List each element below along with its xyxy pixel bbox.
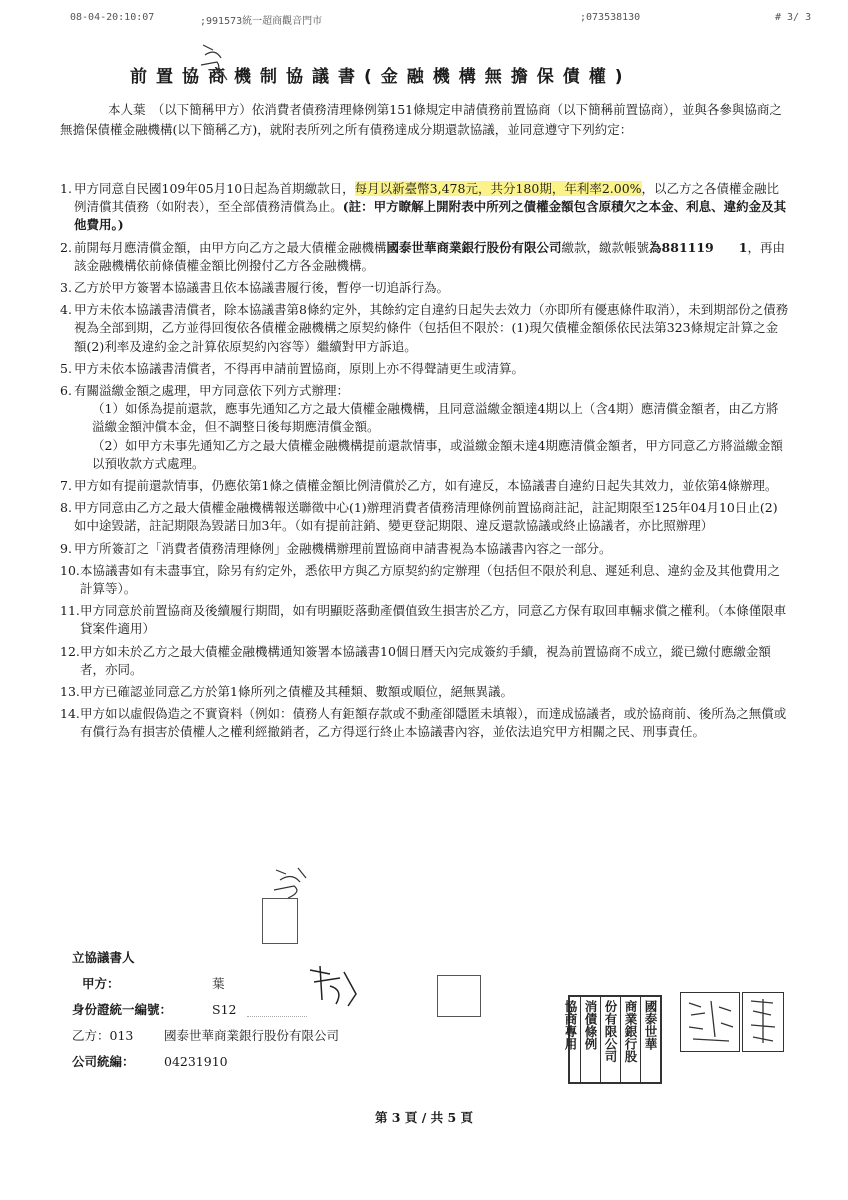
term-item (60, 239, 790, 275)
term-text: ，以乙方之各債權金融比例清償其債務（如附表），至全部債務清償為止。 (74, 181, 780, 215)
term-item (60, 499, 790, 535)
term-item (60, 301, 790, 356)
term-text: 有關溢繳金額之處理，甲方同意依下列方式辦理： (74, 383, 350, 399)
term-text: 甲方所簽訂之「消費者債務清理條例」金融機構辦理前置協商申請書視為本協議書內容之一部分。 (74, 540, 612, 556)
term-number: 10. (60, 562, 80, 578)
term-text: 前開每月應清償金額，由甲方向乙方之最大債權金融機構 (74, 239, 387, 255)
term-item (60, 683, 790, 701)
term-item (60, 477, 790, 495)
id-value: S12 (212, 1002, 237, 1017)
term-subitem: （1）如係為提前還款，應事先通知乙方之最大債權金融機構，且同意溢繳金額達4期以上（含4期）應清償金額者，由乙方將溢繳金額沖償本金，但不調整日後每期應清償金額。 (92, 401, 779, 435)
handwritten-signature (300, 960, 370, 1010)
term-item (60, 602, 790, 638)
term-number: 7. (60, 478, 72, 494)
term-item (60, 382, 790, 473)
term-item (60, 279, 790, 297)
term-text: 甲方同意於前置協商及後續履行期間，如有明顯貶落動產價值致生損害於乙方，同意乙方保有取回車輛求償之權利。（本條僅限車貸案件適用） (80, 603, 787, 637)
term-note: (註：甲方瞭解上開附表中所列之債權金額包含原積欠之本金、利息、違約金及其他費用。) (74, 199, 787, 233)
signature-scribble-mid (270, 862, 315, 902)
signatory-heading: 立協議書人 (72, 950, 135, 965)
seal-text: 份有限公司 (600, 997, 620, 1082)
fax-sender: ;991573統一超商觀音門市 (200, 16, 323, 27)
seal-text: 國泰世華 (640, 997, 660, 1082)
account-number: 為881119 1 (649, 239, 748, 255)
term-text: 甲方如有提前還款情事，仍應依第1條之債權金額比例清償於乙方，如有違反，本協議書自違約日起失其效力，並依第4條辦理。 (74, 478, 778, 494)
term-item (60, 643, 790, 679)
term-number: 11. (60, 603, 80, 619)
term-number: 13. (60, 684, 80, 700)
terms-list (60, 180, 790, 746)
term-item (60, 180, 790, 235)
term-number: 1. (60, 181, 72, 196)
fax-header (70, 12, 812, 28)
term-number: 14. (60, 706, 80, 722)
personal-stamp (742, 992, 784, 1052)
payment-terms-highlight: 每月以新臺幣3,478元，共分180期，年利率2.00% (354, 181, 642, 196)
seal-text: 協商專用 (563, 1000, 578, 1050)
bank-name: 國泰世華商業銀行股份有限公司 (386, 239, 562, 255)
document-title: 前置協商機制協議書(金融機構無擔保債權) (130, 67, 632, 87)
party-b-value: 國泰世華商業銀行股份有限公司 (164, 1028, 340, 1043)
term-text: 繳款，繳款帳號 (561, 239, 650, 255)
page-footer: 第 3 頁 / 共 5 頁 (374, 1110, 474, 1125)
personal-stamp (680, 992, 740, 1052)
term-number: 4. (60, 302, 72, 318)
term-text: 甲方未依本協議書清償者，不得再申請前置協商，原則上亦不得聲請更生或清算。 (74, 360, 525, 376)
term-text: 甲方同意自民國109年05月10日起為首期繳款日， (74, 181, 355, 196)
term-item (60, 540, 790, 558)
term-text: 乙方於甲方簽署本協議書且依本協議書履行後，暫停一切追訴行為。 (74, 280, 450, 296)
redaction-box (262, 898, 298, 944)
fax-number: ;073538130 (580, 12, 641, 23)
party-a-label: 甲方： (82, 976, 120, 991)
company-id-label: 公司統編： (72, 1054, 135, 1069)
term-number: 5. (60, 360, 72, 376)
fax-page: # 3/ 3 (775, 12, 812, 23)
id-label: 身份證統一編號： (72, 1002, 173, 1017)
company-id-value: 04231910 (164, 1054, 228, 1069)
party-b-row (72, 1023, 552, 1049)
term-subitem: （2）如甲方未事先通知乙方之最大債權金融機構提前還款情事，或溢繳金額未達4期應清償金額者，甲方同意乙方將溢繳金額以預收款方式處理。 (92, 437, 783, 471)
redaction-mark (247, 1003, 307, 1017)
term-text: 甲方同意由乙方之最大債權金融機構報送聯徵中心(1)辦理消費者債務清理條例前置協商註記，註記期限至125年04月10日止(2)如中途毀諾，註記期限為毀諾日加3年。（如有提前註銷、變更登記期限、違反還款協議或終止協議者，亦比照辦理） (74, 500, 778, 534)
term-number: 12. (60, 643, 80, 659)
seal-text: 商業銀行股 (620, 997, 640, 1082)
term-number: 8. (60, 500, 72, 516)
term-item (60, 562, 790, 598)
signature-scribble-top (195, 40, 235, 85)
term-number: 3. (60, 280, 72, 296)
term-number: 6. (60, 383, 72, 399)
fax-datetime: 08-04-20:10:07 (70, 12, 155, 23)
term-text: 甲方未依本協議書清償者，除本協議書第8條約定外，其餘約定自違約日起失去效力（亦即所有優惠條件取消），未到期部份之債務視為全部到期，乙方並得回復依各債權金融機構之原契約條件（包括但不限於：(1)現欠債權金額係依民法第323條規定計算之金額(2)利率及違約金之計算依原契約內容等）繼續對甲方訴追。 (74, 302, 789, 354)
term-text: 甲方如未於乙方之最大債權金融機構通知簽署本協議書10個日曆天內完成簽約手續，視為前置協商不成立，縱已繳付應繳金額者，亦同。 (80, 643, 771, 677)
term-number: 2. (60, 239, 72, 255)
preamble-text: 本人葉 （以下簡稱甲方）依消費者債務清理條例第151條規定申請債務前置協商（以下簡稱前置協商），並與各參與協商之無擔保債權金融機構(以下簡稱乙方)，就附表所列之所有債務達成分期還款協議，並同意遵守下列約定： (60, 102, 782, 137)
term-item (60, 705, 790, 741)
company-id-row (72, 1049, 552, 1075)
term-text: 本協議書如有未盡事宜，除另有約定外，悉依甲方與乙方原契約約定辦理（包括但不限於利息、遲延利息、違約金及其他費用之計算等）。 (80, 562, 781, 597)
preamble (60, 100, 790, 140)
party-b-label: 乙方：013 (72, 1028, 134, 1043)
term-text: ，再由該金融機構依前條債權金額比例撥付乙方各金融機構。 (74, 239, 785, 273)
term-text: 甲方如以虛假偽造之不實資料（例如：債務人有鉅額存款或不動產卻隱匿未填報），而達成協議者，或於協商前、後所為之無償或有償行為有損害於債權人之權利經撤銷者，乙方得逕行終止本協議書內容，並依法追究甲方相關之民、刑事責任。 (80, 706, 787, 740)
term-number: 9. (60, 540, 72, 556)
seal-text: 消債條例 (580, 997, 600, 1082)
party-a-value: 葉 (212, 976, 225, 991)
term-item (60, 360, 790, 378)
term-text: 甲方已確認並同意乙方於第1條所列之債權及其種類、數額或順位，絕無異議。 (80, 684, 513, 700)
bank-seal (563, 995, 662, 1084)
